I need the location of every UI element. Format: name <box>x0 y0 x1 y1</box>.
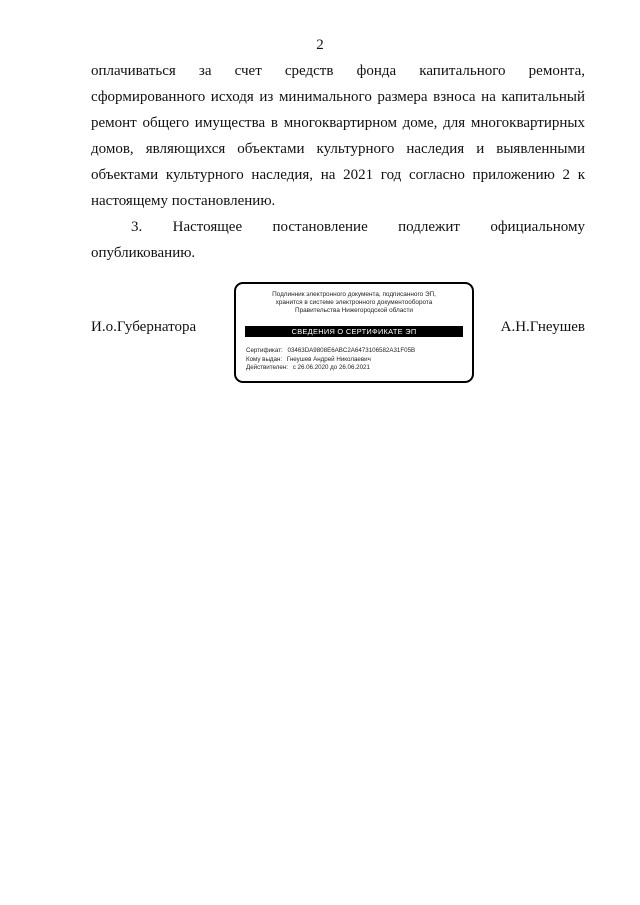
stamp-header <box>236 291 472 315</box>
text-line: ремонт общего имущества в многоквартирном доме, для многоквартирных <box>91 115 585 131</box>
signer-name: А.Н.Гнеушев <box>500 319 585 335</box>
issued-to-row <box>246 356 415 365</box>
valid-row <box>246 364 415 373</box>
certificate-value: 03463DA9808E6ABC2A6473106582A31F05B <box>287 347 416 354</box>
certificate-info <box>246 347 415 373</box>
certificate-row <box>246 347 415 356</box>
signer-title: И.о.Губернатора <box>91 319 197 335</box>
text-line: домов, являющихся объектами культурного наследия и выявленными <box>91 141 585 157</box>
text-line: сформированного исходя из минимального размера взноса на капитальный <box>91 89 585 105</box>
text-line: настоящему постановлению. <box>91 193 276 209</box>
issued-to-value: Гнеушев Андрей Николаевич <box>286 355 371 363</box>
text-line: 3. Настоящее постановление подлежит официальному <box>131 219 585 235</box>
paragraph-publication <box>91 214 585 266</box>
page-number: 2 <box>316 37 324 53</box>
stamp-header-line: хранится в системе электронного документооборота <box>275 299 433 306</box>
text-line: оплачиваться за счет средств фонда капитального ремонта, <box>91 63 585 79</box>
stamp-header-line: Правительства Нижегородской области <box>294 307 414 314</box>
electronic-signature-stamp <box>234 282 474 383</box>
certificate-banner: СВЕДЕНИЯ О СЕРТИФИКАТЕ ЭП <box>245 326 463 337</box>
valid-value: с 26.06.2020 до 26.06.2021 <box>292 364 370 372</box>
paragraph-funding <box>91 58 585 214</box>
valid-label: Действителен: <box>246 364 288 372</box>
issued-to-label: Кому выдан: <box>246 355 283 363</box>
text-line: объектами культурного наследия, на 2021 год согласно приложению 2 к <box>91 167 585 183</box>
stamp-header-line: Подлинник электронного документа, подписанного ЭП, <box>272 291 436 298</box>
text-line: опубликованию. <box>91 245 196 261</box>
certificate-label: Сертификат: <box>246 347 283 354</box>
